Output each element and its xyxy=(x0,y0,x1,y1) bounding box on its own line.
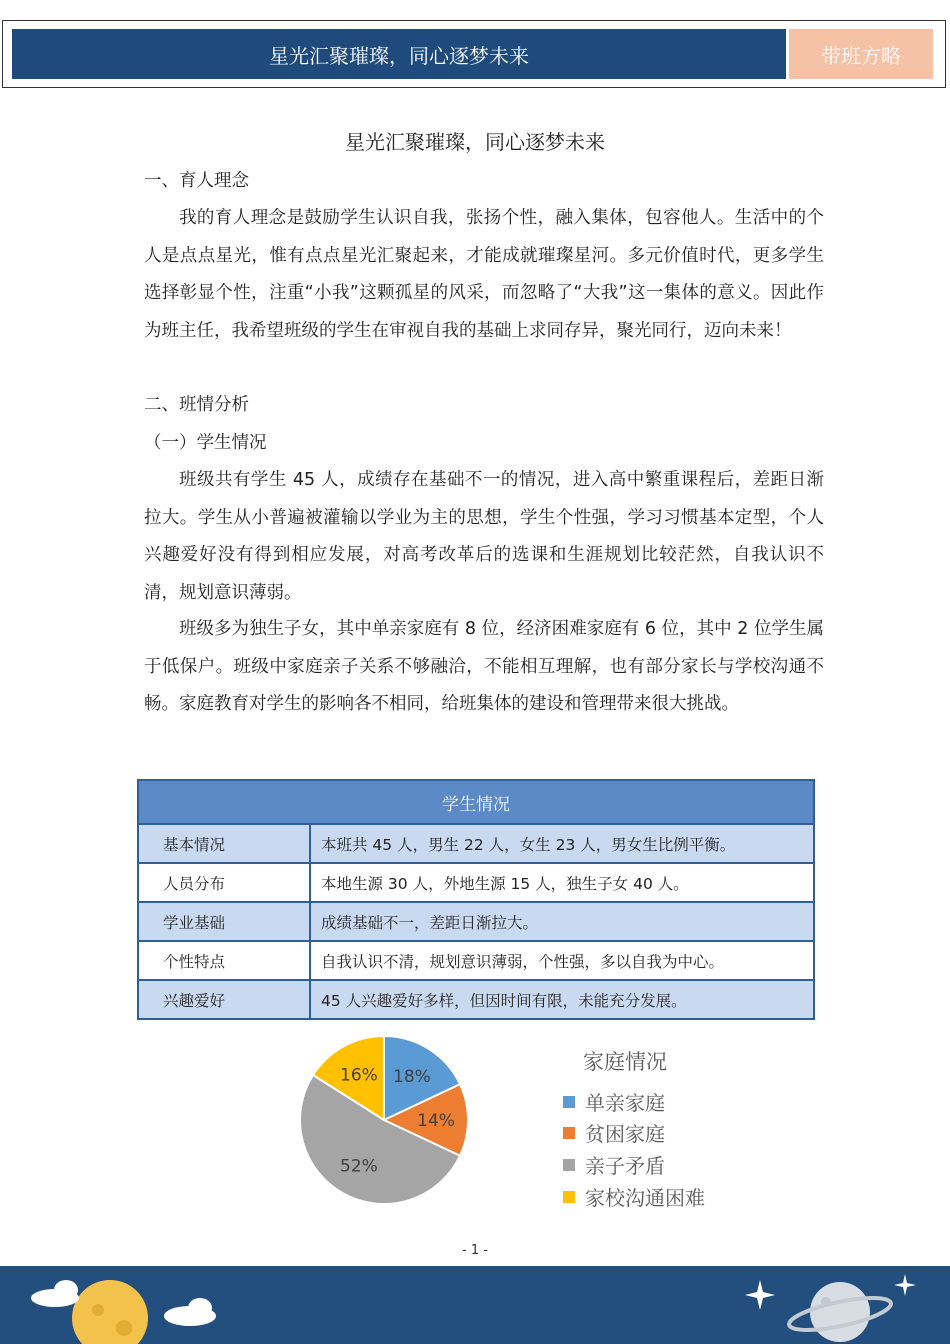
table-value: 成绩基础不一，差距日渐拉大。 xyxy=(310,902,814,941)
footer-night-sky-decoration xyxy=(0,1266,950,1344)
page-number: - 1 - xyxy=(462,1243,488,1258)
header-title: 星光汇聚璀璨，同心逐梦未来 xyxy=(12,29,786,79)
legend-item-poor-family xyxy=(563,1118,665,1147)
table-value: 本地生源 30 人，外地生源 15 人，独生子女 40 人。 xyxy=(310,863,814,902)
legend-item-home-school-difficulty xyxy=(563,1182,705,1211)
table-value: 本班共 45 人，男生 22 人，女生 23 人，男女生比例平衡。 xyxy=(310,824,814,863)
table-row xyxy=(138,980,814,1019)
table-row xyxy=(138,824,814,863)
legend-label: 家校沟通困难 xyxy=(585,1186,705,1210)
document-title: 星光汇聚璀璨，同心逐梦未来 xyxy=(345,130,605,154)
legend-swatch xyxy=(563,1096,575,1108)
paragraph-student-situation: 班级共有学生 45 人，成绩存在基础不一的情况，进入高中繁重课程后，差距日渐拉大。学生从小普遍被灌输以学业为主的思想，学生个性强，学习习惯基本定型，个人兴趣爱好没有得到相应发展，对高考改革后的选课和生涯规划比较茫然，自我认识不清，规划意识薄弱。 xyxy=(144,470,824,603)
legend-label: 单亲家庭 xyxy=(585,1091,665,1115)
table-key: 兴趣爱好 xyxy=(138,980,310,1019)
legend-label: 贫困家庭 xyxy=(585,1122,665,1146)
pie-data-label: 16% xyxy=(340,1065,378,1086)
table-row xyxy=(138,863,814,902)
table-value: 自我认识不清，规划意识薄弱，个性强，多以自我为中心。 xyxy=(310,941,814,980)
pie-data-label: 18% xyxy=(393,1067,431,1088)
table-title: 学生情况 xyxy=(138,780,814,824)
table-value: 45 人兴趣爱好多样，但因时间有限，未能充分发展。 xyxy=(310,980,814,1019)
chart-title: 家庭情况 xyxy=(583,1050,667,1074)
subsection-heading-students: （一）学生情况 xyxy=(144,433,267,453)
table-key: 个性特点 xyxy=(138,941,310,980)
legend-swatch xyxy=(563,1191,575,1203)
pie-data-label: 52% xyxy=(340,1156,378,1177)
section-heading-class-analysis: 二、班情分析 xyxy=(144,395,249,415)
legend-swatch xyxy=(563,1127,575,1139)
header-tag: 带班方略 xyxy=(789,29,933,79)
legend-item-parent-child-conflict xyxy=(563,1150,665,1179)
legend-swatch xyxy=(563,1159,575,1171)
table-key: 学业基础 xyxy=(138,902,310,941)
legend-label: 亲子矛盾 xyxy=(585,1154,665,1178)
section-heading-education: 一、育人理念 xyxy=(144,171,249,191)
paragraph-education-philosophy: 我的育人理念是鼓励学生认识自我，张扬个性，融入集体，包容他人。生活中的个人是点点星光，惟有点点星光汇聚起来，才能成就璀璨星河。多元价值时代，更多学生选择彰显个性，注重“小我”这颗孤星的风采，而忽略了“大我”这一集体的意义。因此作为班主任，我希望班级的学生在审视自我的基础上求同存异，聚光同行，迈向未来！ xyxy=(144,208,824,341)
table-row xyxy=(138,902,814,941)
header-banner xyxy=(2,20,946,88)
table-row xyxy=(138,941,814,980)
student-info-table xyxy=(137,779,815,1020)
table-key: 人员分布 xyxy=(138,863,310,902)
legend-item-single-parent xyxy=(563,1087,665,1116)
paragraph-family-situation: 班级多为独生子女，其中单亲家庭有 8 位，经济困难家庭有 6 位，其中 2 位学生属于低保户。班级中家庭亲子关系不够融洽，不能相互理解，也有部分家长与学校沟通不畅。家庭教育对学生的影响各不相同，给班集体的建设和管理带来很大挑战。 xyxy=(144,619,824,714)
table-key: 基本情况 xyxy=(138,824,310,863)
pie-data-label: 14% xyxy=(417,1111,455,1131)
